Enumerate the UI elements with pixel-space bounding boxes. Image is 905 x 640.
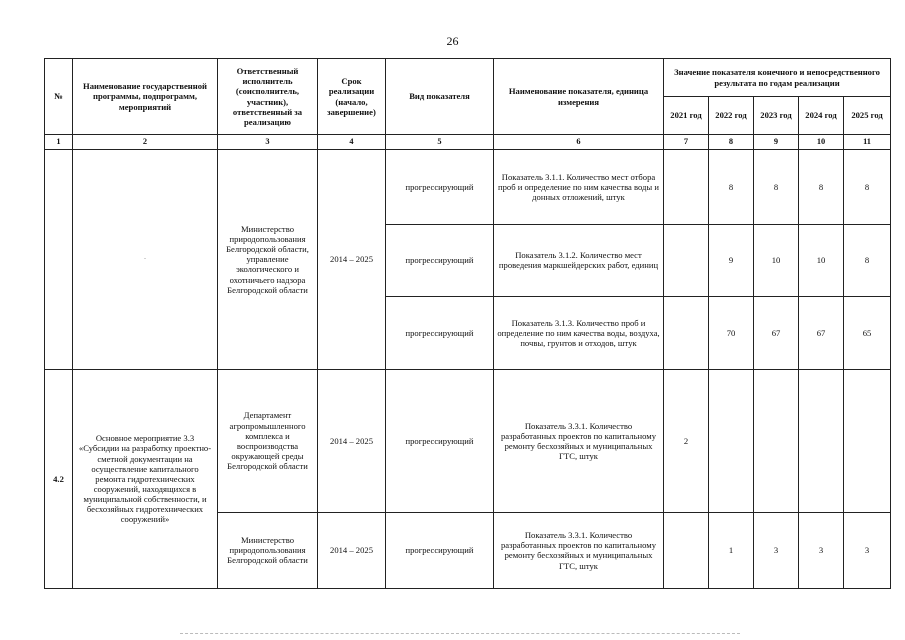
header-year: 2023 год	[754, 97, 799, 135]
row-value: 3	[754, 512, 799, 588]
index-cell: 11	[844, 135, 891, 150]
header-responsible: Ответственный исполнитель (соисполнитель, участник), ответственный за реализацию	[218, 59, 318, 135]
row-kind: прогрессирующий	[386, 149, 494, 224]
row-responsible: Министерство природопользования Белгородской области	[218, 512, 318, 588]
header-year: 2024 год	[799, 97, 844, 135]
row-kind: прогрессирующий	[386, 224, 494, 296]
row-value	[799, 369, 844, 512]
row-term: 2014 – 2025	[318, 149, 386, 369]
index-cell: 7	[664, 135, 709, 150]
row-value: 8	[799, 149, 844, 224]
row-value: 3	[799, 512, 844, 588]
row-kind: прогрессирующий	[386, 512, 494, 588]
row-responsible: Министерство природопользования Белгородской области, управление экологического и охотничьего надзора Белгородской области	[218, 149, 318, 369]
row-indicator: Показатель 3.3.1. Количество разработанных проектов по капитальному ремонту бесхозяйных и муниципальных ГТС, штук	[494, 512, 664, 588]
row-value	[664, 149, 709, 224]
table-row	[45, 149, 891, 224]
indicators-table	[44, 58, 891, 589]
index-cell: 1	[45, 135, 73, 150]
row-responsible: Департамент агропромышленного комплекса и воспроизводства окружающей среды Белгородской области	[218, 369, 318, 512]
row-value: 65	[844, 296, 891, 369]
row-indicator: Показатель 3.1.2. Количество мест проведения маркшейдерских работ, единиц	[494, 224, 664, 296]
row-name: Основное мероприятие 3.3 «Субсидии на разработку проектно-сметной документации на осуществление капитального ремонта гидротехнических сооружений, находящихся в муниципальной собственности, и бесхозяйных гидротехнических сооружений»	[73, 369, 218, 588]
row-name: -	[73, 149, 218, 369]
header-name: Наименование государственной программы, подпрограмм, мероприятий	[73, 59, 218, 135]
row-value	[709, 369, 754, 512]
row-value: 2	[664, 369, 709, 512]
row-value: 9	[709, 224, 754, 296]
header-year: 2022 год	[709, 97, 754, 135]
row-indicator: Показатель 3.1.3. Количество проб и определение по ним качества воды, воздуха, почвы, грунтов и отходов, штук	[494, 296, 664, 369]
row-value: 8	[844, 149, 891, 224]
index-cell: 8	[709, 135, 754, 150]
row-value: 10	[754, 224, 799, 296]
index-cell: 2	[73, 135, 218, 150]
index-cell: 6	[494, 135, 664, 150]
header-values: Значение показателя конечного и непосредственного результата по годам реализации	[664, 59, 891, 97]
row-kind: прогрессирующий	[386, 296, 494, 369]
row-value: 70	[709, 296, 754, 369]
header-year: 2025 год	[844, 97, 891, 135]
row-value: 3	[844, 512, 891, 588]
row-value: 67	[799, 296, 844, 369]
row-value: 67	[754, 296, 799, 369]
row-value	[664, 224, 709, 296]
row-value: 8	[844, 224, 891, 296]
index-cell: 3	[218, 135, 318, 150]
row-term: 2014 – 2025	[318, 369, 386, 512]
row-value	[664, 512, 709, 588]
row-num: 4.2	[45, 369, 73, 588]
row-value: 8	[754, 149, 799, 224]
header-term: Срок реализации (начало, завершение)	[318, 59, 386, 135]
header-indicator: Наименование показателя, единица измерения	[494, 59, 664, 135]
row-indicator: Показатель 3.3.1. Количество разработанных проектов по капитальному ремонту бесхозяйных и муниципальных ГТС, штук	[494, 369, 664, 512]
row-value: 8	[709, 149, 754, 224]
scan-edge-line	[180, 633, 740, 635]
index-cell: 9	[754, 135, 799, 150]
row-value	[844, 369, 891, 512]
header-year: 2021 год	[664, 97, 709, 135]
row-value	[664, 296, 709, 369]
page-number: 26	[446, 34, 459, 48]
index-cell: 10	[799, 135, 844, 150]
row-indicator: Показатель 3.1.1. Количество мест отбора проб и определение по ним качества воды и донных отложений, штук	[494, 149, 664, 224]
table-row	[45, 369, 891, 512]
index-cell: 4	[318, 135, 386, 150]
row-value	[754, 369, 799, 512]
row-num	[45, 149, 73, 369]
header-kind: Вид показателя	[386, 59, 494, 135]
row-kind: прогрессирующий	[386, 369, 494, 512]
header-num: №	[45, 59, 73, 135]
row-term: 2014 – 2025	[318, 512, 386, 588]
row-value: 10	[799, 224, 844, 296]
row-value: 1	[709, 512, 754, 588]
index-cell: 5	[386, 135, 494, 150]
